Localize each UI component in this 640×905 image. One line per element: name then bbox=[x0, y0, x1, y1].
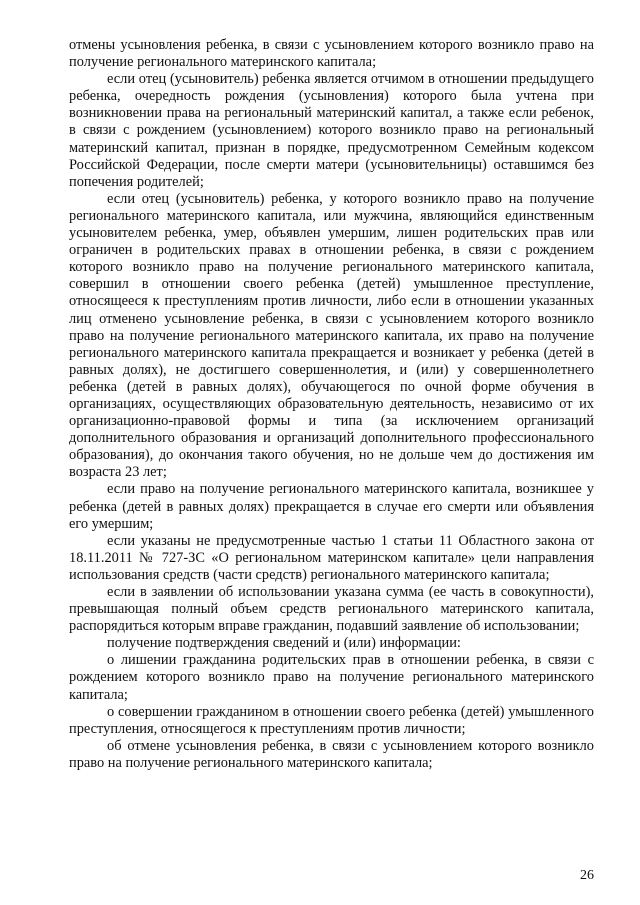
paragraph-5: если указаны не предусмотренные частью 1 статьи 11 Областного закона от 18.11.2011 № 727-ЗС «О региональном материнском капитале» цели направления использования средств (части средств) регионального материнского капитала; bbox=[69, 532, 594, 583]
paragraph-10: об отмене усыновления ребенка, в связи с усыновлением которого возникло право на получение регионального материнского капитала; bbox=[69, 737, 594, 771]
paragraph-7: получение подтверждения сведений и (или) информации: bbox=[107, 635, 461, 652]
page-number: 26 bbox=[580, 868, 594, 883]
paragraph-4: если право на получение регионального материнского капитала, возникшее у ребенка (детей в равных долях) прекращается в случае его смерти или объявления его умершим; bbox=[69, 481, 594, 532]
paragraph-3: если отец (усыновитель) ребенка, у которого возникло право на получение регионального материнского капитала, или мужчина, являющийся единственным усыновителем ребенка, умер, объявлен умершим, лишен родительских прав или ограничен в родительских правах в отношении ребенка, в связи с рождением которого возникло право на получение регионального материнского капитала, совершил в отношении своего ребенка (детей) умышленное преступление, относящееся к преступлениям против личности, либо если в отношении указанных лиц отменено усыновление ребенка, в связи с усыновлением которого возникло право на получение регионального материнского капитала, их право на получение регионального материнского капитала прекращается и возникает у ребенка (детей в равных долях), не достигшего совершеннолетия, и (или) у совершеннолетнего ребенка (детей в равных долях), обучающегося по очной форме обучения в организациях, осуществляющих образовательную деятельность, независимо от их организационно-правовой формы и типа (за исключением организаций дополнительного образования и организаций дополнительного профессионального образования), до окончания такого обучения, но не дольше чем до достижения им возраста 23 лет; bbox=[69, 190, 594, 481]
paragraph-8: о лишении гражданина родительских прав в отношении ребенка, в связи с рождением которого возникло право на получение регионального материнского капитала; bbox=[69, 652, 594, 703]
paragraph-2: если отец (усыновитель) ребенка является отчимом в отношении предыдущего ребенка, очередность рождения (усыновления) которого была учтена при возникновении права на региональный материнский капитал, а также если ребенок, в связи с рождением (усыновлением) которого возникло право на региональный материнский капитал, признан в порядке, предусмотренном Семейным кодексом Российской Федерации, после смерти матери (усыновительницы) оставшимся без попечения родителей; bbox=[69, 71, 594, 190]
paragraph-1: отмены усыновления ребенка, в связи с усыновлением которого возникло право на получение регионального материнского капитала; bbox=[69, 37, 594, 71]
document-body bbox=[69, 37, 594, 772]
paragraph-6: если в заявлении об использовании указана сумма (ее часть в совокупности), превышающая полный объем средств регионального материнского капитала, распорядиться которым вправе гражданин, подавший заявление об использовании; bbox=[69, 584, 594, 635]
paragraph-9: о совершении гражданином в отношении своего ребенка (детей) умышленного преступления, относящегося к преступлениям против личности; bbox=[69, 703, 594, 737]
